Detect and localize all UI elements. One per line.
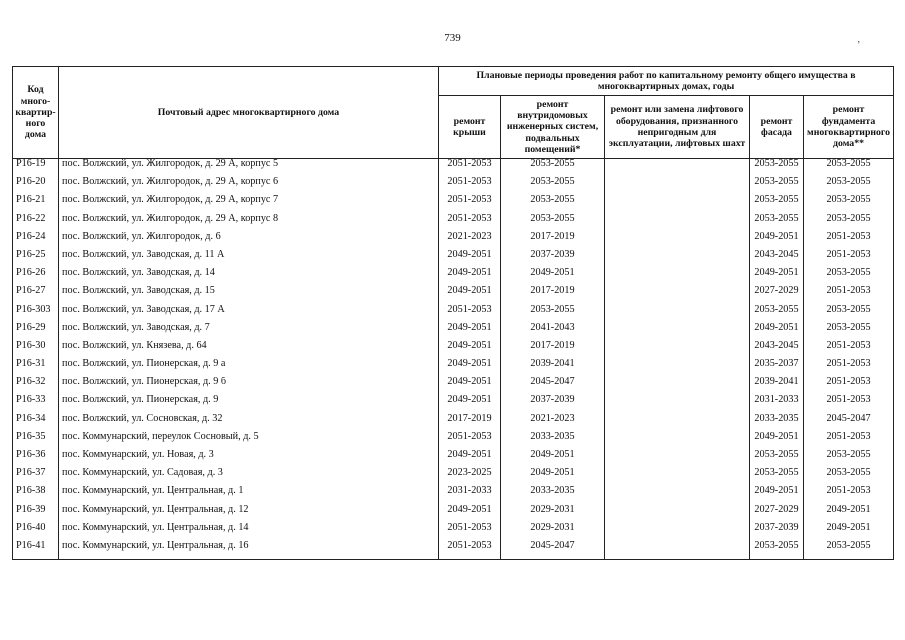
cell-engineering: 2021-2023: [501, 414, 605, 432]
cell-foundation: 2049-2051: [804, 523, 894, 541]
cell-code: Р16-19: [13, 159, 59, 178]
cell-facade: 2053-2055: [750, 214, 804, 232]
cell-foundation: 2051-2053: [804, 359, 894, 377]
header-roof: ремонт крыши: [439, 96, 501, 159]
cell-roof: 2049-2051: [439, 341, 501, 359]
cell-facade: 2043-2045: [750, 250, 804, 268]
cell-elevator: [605, 268, 750, 286]
cell-elevator: [605, 505, 750, 523]
cell-facade: 2053-2055: [750, 450, 804, 468]
cell-elevator: [605, 359, 750, 377]
cell-address: пос. Волжский, ул. Заводская, д. 15: [59, 286, 439, 304]
cell-facade: 2027-2029: [750, 286, 804, 304]
cell-foundation: 2053-2055: [804, 159, 894, 178]
table-row: [13, 268, 894, 286]
cell-elevator: [605, 450, 750, 468]
cell-address: пос. Волжский, ул. Жилгородок, д. 29 А, корпус 5: [59, 159, 439, 178]
cell-facade: 2039-2041: [750, 377, 804, 395]
table-row: [13, 195, 894, 213]
cell-foundation: 2051-2053: [804, 432, 894, 450]
cell-foundation: 2049-2051: [804, 505, 894, 523]
cell-address: пос. Волжский, ул. Жилгородок, д. 6: [59, 232, 439, 250]
cell-roof: 2049-2051: [439, 250, 501, 268]
cell-engineering: 2053-2055: [501, 159, 605, 178]
cell-roof: 2051-2053: [439, 305, 501, 323]
cell-foundation: 2051-2053: [804, 232, 894, 250]
cell-elevator: [605, 177, 750, 195]
table-row: [13, 505, 894, 523]
cell-elevator: [605, 232, 750, 250]
cell-facade: 2049-2051: [750, 268, 804, 286]
cell-code: Р16-24: [13, 232, 59, 250]
header-code: Код много-квартир-ного дома: [13, 67, 59, 159]
cell-elevator: [605, 323, 750, 341]
cell-roof: 2049-2051: [439, 323, 501, 341]
cell-foundation: 2051-2053: [804, 250, 894, 268]
cell-code: Р16-20: [13, 177, 59, 195]
cell-elevator: [605, 214, 750, 232]
cell-code: Р16-34: [13, 414, 59, 432]
cell-address: пос. Коммунарский, ул. Новая, д. 3: [59, 450, 439, 468]
cell-address: пос. Волжский, ул. Заводская, д. 11 А: [59, 250, 439, 268]
cell-address: пос. Коммунарский, ул. Центральная, д. 16: [59, 541, 439, 560]
cell-facade: 2049-2051: [750, 232, 804, 250]
table-body: [13, 159, 894, 560]
cell-roof: 2049-2051: [439, 395, 501, 413]
cell-address: пос. Волжский, ул. Заводская, д. 17 А: [59, 305, 439, 323]
cell-facade: 2053-2055: [750, 195, 804, 213]
cell-facade: 2043-2045: [750, 341, 804, 359]
cell-address: пос. Волжский, ул. Пионерская, д. 9: [59, 395, 439, 413]
table-row: [13, 450, 894, 468]
cell-code: Р16-29: [13, 323, 59, 341]
cell-roof: 2049-2051: [439, 377, 501, 395]
cell-roof: 2049-2051: [439, 286, 501, 304]
cell-roof: 2031-2033: [439, 486, 501, 504]
cell-engineering: 2053-2055: [501, 305, 605, 323]
cell-foundation: 2051-2053: [804, 286, 894, 304]
cell-foundation: 2053-2055: [804, 450, 894, 468]
cell-code: Р16-32: [13, 377, 59, 395]
cell-code: Р16-303: [13, 305, 59, 323]
cell-code: Р16-26: [13, 268, 59, 286]
table-row: [13, 523, 894, 541]
cell-engineering: 2049-2051: [501, 268, 605, 286]
cell-address: пос. Коммунарский, ул. Центральная, д. 14: [59, 523, 439, 541]
cell-roof: 2021-2023: [439, 232, 501, 250]
cell-engineering: 2017-2019: [501, 286, 605, 304]
cell-engineering: 2053-2055: [501, 195, 605, 213]
table-row: [13, 159, 894, 178]
cell-engineering: 2049-2051: [501, 450, 605, 468]
table-row: [13, 286, 894, 304]
cell-engineering: 2049-2051: [501, 468, 605, 486]
cell-foundation: 2051-2053: [804, 395, 894, 413]
cell-code: Р16-41: [13, 541, 59, 560]
cell-foundation: 2053-2055: [804, 214, 894, 232]
cell-elevator: [605, 250, 750, 268]
table-row: [13, 486, 894, 504]
cell-facade: 2053-2055: [750, 541, 804, 560]
cell-facade: 2053-2055: [750, 159, 804, 178]
table-row: [13, 214, 894, 232]
cell-roof: 2023-2025: [439, 468, 501, 486]
cell-code: Р16-39: [13, 505, 59, 523]
cell-foundation: 2045-2047: [804, 414, 894, 432]
cell-foundation: 2051-2053: [804, 486, 894, 504]
cell-facade: 2049-2051: [750, 323, 804, 341]
cell-code: Р16-25: [13, 250, 59, 268]
table-row: [13, 323, 894, 341]
table-row: [13, 359, 894, 377]
cell-code: Р16-40: [13, 523, 59, 541]
repair-schedule-table: [12, 66, 894, 560]
cell-foundation: 2053-2055: [804, 268, 894, 286]
cell-engineering: 2037-2039: [501, 395, 605, 413]
cell-code: Р16-35: [13, 432, 59, 450]
cell-address: пос. Коммунарский, ул. Садовая, д. 3: [59, 468, 439, 486]
cell-elevator: [605, 414, 750, 432]
cell-code: Р16-27: [13, 286, 59, 304]
cell-elevator: [605, 159, 750, 178]
cell-foundation: 2053-2055: [804, 305, 894, 323]
cell-address: пос. Волжский, ул. Жилгородок, д. 29 А, корпус 6: [59, 177, 439, 195]
cell-code: Р16-33: [13, 395, 59, 413]
cell-engineering: 2037-2039: [501, 250, 605, 268]
cell-address: пос. Коммунарский, ул. Центральная, д. 1: [59, 486, 439, 504]
cell-elevator: [605, 541, 750, 560]
cell-elevator: [605, 341, 750, 359]
cell-roof: 2051-2053: [439, 523, 501, 541]
cell-roof: 2049-2051: [439, 450, 501, 468]
cell-engineering: 2033-2035: [501, 432, 605, 450]
cell-code: Р16-30: [13, 341, 59, 359]
cell-engineering: 2041-2043: [501, 323, 605, 341]
cell-roof: 2017-2019: [439, 414, 501, 432]
header-address: Почтовый адрес многоквартирного дома: [59, 67, 439, 159]
header-facade: ремонт фасада: [750, 96, 804, 159]
cell-elevator: [605, 305, 750, 323]
cell-roof: 2051-2053: [439, 432, 501, 450]
cell-address: пос. Волжский, ул. Сосновская, д. 32: [59, 414, 439, 432]
cell-facade: 2049-2051: [750, 486, 804, 504]
table-row: [13, 341, 894, 359]
cell-elevator: [605, 523, 750, 541]
cell-address: пос. Волжский, ул. Князева, д. 64: [59, 341, 439, 359]
table-row: [13, 395, 894, 413]
cell-engineering: 2029-2031: [501, 505, 605, 523]
cell-foundation: 2053-2055: [804, 541, 894, 560]
table-row: [13, 250, 894, 268]
cell-roof: 2051-2053: [439, 177, 501, 195]
cell-facade: 2037-2039: [750, 523, 804, 541]
cell-engineering: 2045-2047: [501, 377, 605, 395]
header-periods: Плановые периоды проведения работ по капитальному ремонту общего имущества в многоквартирных домах, годы: [439, 67, 894, 96]
cell-roof: 2049-2051: [439, 505, 501, 523]
pen-mark: ʼ: [857, 40, 861, 51]
cell-elevator: [605, 395, 750, 413]
cell-facade: 2027-2029: [750, 505, 804, 523]
page-number: 739: [444, 32, 461, 44]
cell-engineering: 2033-2035: [501, 486, 605, 504]
cell-engineering: 2053-2055: [501, 177, 605, 195]
cell-facade: 2049-2051: [750, 432, 804, 450]
table-row: [13, 232, 894, 250]
cell-facade: 2053-2055: [750, 177, 804, 195]
cell-address: пос. Волжский, ул. Жилгородок, д. 29 А, корпус 8: [59, 214, 439, 232]
table-row: [13, 305, 894, 323]
cell-engineering: 2053-2055: [501, 214, 605, 232]
cell-code: Р16-21: [13, 195, 59, 213]
cell-engineering: 2039-2041: [501, 359, 605, 377]
cell-roof: 2049-2051: [439, 268, 501, 286]
cell-address: пос. Волжский, ул. Пионерская, д. 9 а: [59, 359, 439, 377]
header-engineering: ремонт внутридомовых инженерных систем, подвальных помещений*: [501, 96, 605, 159]
cell-facade: 2053-2055: [750, 468, 804, 486]
cell-elevator: [605, 286, 750, 304]
cell-code: Р16-37: [13, 468, 59, 486]
cell-elevator: [605, 195, 750, 213]
cell-facade: 2035-2037: [750, 359, 804, 377]
cell-facade: 2033-2035: [750, 414, 804, 432]
cell-elevator: [605, 486, 750, 504]
cell-address: пос. Волжский, ул. Жилгородок, д. 29 А, корпус 7: [59, 195, 439, 213]
cell-roof: 2051-2053: [439, 214, 501, 232]
cell-elevator: [605, 377, 750, 395]
table-row: [13, 414, 894, 432]
cell-roof: 2051-2053: [439, 541, 501, 560]
cell-address: пос. Волжский, ул. Заводская, д. 14: [59, 268, 439, 286]
table-row: [13, 377, 894, 395]
cell-roof: 2051-2053: [439, 159, 501, 178]
cell-roof: 2049-2051: [439, 359, 501, 377]
cell-engineering: 2017-2019: [501, 341, 605, 359]
cell-facade: 2053-2055: [750, 305, 804, 323]
table-row: [13, 541, 894, 560]
cell-foundation: 2051-2053: [804, 377, 894, 395]
cell-code: Р16-38: [13, 486, 59, 504]
cell-address: пос. Коммунарский, переулок Сосновый, д. 5: [59, 432, 439, 450]
cell-foundation: 2051-2053: [804, 341, 894, 359]
cell-address: пос. Коммунарский, ул. Центральная, д. 12: [59, 505, 439, 523]
cell-code: Р16-31: [13, 359, 59, 377]
cell-code: Р16-22: [13, 214, 59, 232]
cell-foundation: 2053-2055: [804, 323, 894, 341]
cell-foundation: 2053-2055: [804, 177, 894, 195]
cell-foundation: 2053-2055: [804, 195, 894, 213]
cell-code: Р16-36: [13, 450, 59, 468]
cell-engineering: 2045-2047: [501, 541, 605, 560]
cell-address: пос. Волжский, ул. Пионерская, д. 9 б: [59, 377, 439, 395]
cell-engineering: 2029-2031: [501, 523, 605, 541]
table-row: [13, 432, 894, 450]
table-row: [13, 468, 894, 486]
header-foundation: ремонт фундамента многоквартирного дома**: [804, 96, 894, 159]
cell-engineering: 2017-2019: [501, 232, 605, 250]
cell-facade: 2031-2033: [750, 395, 804, 413]
cell-foundation: 2053-2055: [804, 468, 894, 486]
cell-roof: 2051-2053: [439, 195, 501, 213]
cell-address: пос. Волжский, ул. Заводская, д. 7: [59, 323, 439, 341]
cell-elevator: [605, 468, 750, 486]
table-row: [13, 177, 894, 195]
cell-elevator: [605, 432, 750, 450]
header-elevator: ремонт или замена лифтового оборудования, признанного непригодным для эксплуатации, лифтовых шахт: [605, 96, 750, 159]
